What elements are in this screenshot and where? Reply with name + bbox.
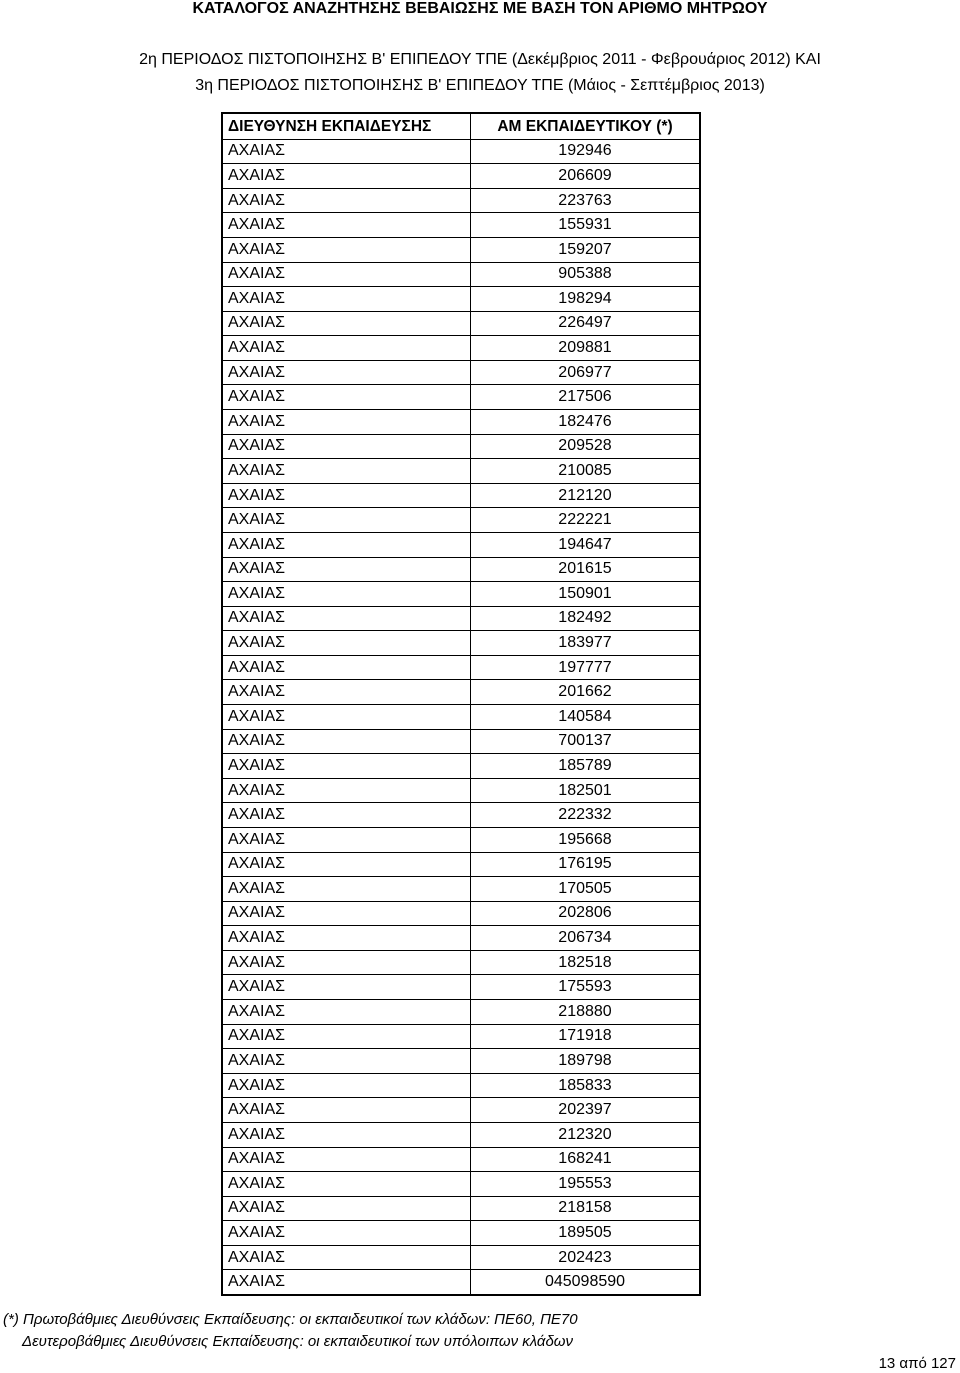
table-row	[223, 237, 699, 262]
registry-number-cell: 206734	[558, 929, 612, 947]
directorate-cell: ΑΧΑΙΑΣ	[223, 213, 471, 237]
directorate-cell: ΑΧΑΙΑΣ	[223, 287, 471, 311]
table-row	[223, 1024, 699, 1049]
directorate-cell: ΑΧΑΙΑΣ	[223, 263, 471, 287]
table-row	[223, 1245, 699, 1270]
table-row	[223, 1220, 699, 1245]
registry-number-cell: 222221	[558, 511, 612, 529]
registry-number-cell: 226497	[558, 314, 612, 332]
directorate-cell: ΑΧΑΙΑΣ	[223, 828, 471, 852]
table-row	[223, 409, 699, 434]
registry-number-cell: 150901	[558, 584, 612, 602]
directorate-cell: ΑΧΑΙΑΣ	[223, 877, 471, 901]
table-row	[223, 901, 699, 926]
table-row	[223, 532, 699, 557]
table-row	[223, 335, 699, 360]
registry-number-cell: 175593	[558, 978, 612, 996]
registry-number-cell: 182518	[558, 953, 612, 971]
registry-number-cell: 209528	[558, 437, 612, 455]
registry-number-cell: 202806	[558, 904, 612, 922]
registry-number-cell: 195553	[558, 1174, 612, 1192]
directorate-cell: ΑΧΑΙΑΣ	[223, 189, 471, 213]
directorate-cell: ΑΧΑΙΑΣ	[223, 730, 471, 754]
table-row	[223, 507, 699, 532]
registry-number-cell: 194647	[558, 535, 612, 553]
registry-number-cell: 218880	[558, 1002, 612, 1020]
header-directorate: ΔΙΕΥΘΥΝΣΗ ΕΚΠΑΙΔΕΥΣΗΣ	[223, 114, 471, 139]
table-row	[223, 557, 699, 582]
table-row	[223, 483, 699, 508]
table-row	[223, 311, 699, 336]
directorate-cell: ΑΧΑΙΑΣ	[223, 1148, 471, 1172]
registry-number-cell: 217506	[558, 388, 612, 406]
registry-number-cell: 140584	[558, 707, 612, 725]
registry-number-cell: 218158	[558, 1199, 612, 1217]
directorate-cell: ΑΧΑΙΑΣ	[223, 754, 471, 778]
page-number: 13 από 127	[878, 1355, 956, 1372]
table-row	[223, 458, 699, 483]
directorate-cell: ΑΧΑΙΑΣ	[223, 140, 471, 164]
directorate-cell: ΑΧΑΙΑΣ	[223, 926, 471, 950]
registry-number-cell: 212120	[558, 486, 612, 504]
registry-number-cell: 201615	[558, 560, 612, 578]
directorate-cell: ΑΧΑΙΑΣ	[223, 1074, 471, 1098]
table-row	[223, 139, 699, 164]
directorate-cell: ΑΧΑΙΑΣ	[223, 680, 471, 704]
directorate-cell: ΑΧΑΙΑΣ	[223, 312, 471, 336]
directorate-cell: ΑΧΑΙΑΣ	[223, 1049, 471, 1073]
table-row	[223, 581, 699, 606]
directorate-cell: ΑΧΑΙΑΣ	[223, 435, 471, 459]
registry-number-cell: 197777	[558, 658, 612, 676]
registry-number-cell: 222332	[558, 806, 612, 824]
directorate-cell: ΑΧΑΙΑΣ	[223, 459, 471, 483]
table-row	[223, 1171, 699, 1196]
directorate-cell: ΑΧΑΙΑΣ	[223, 656, 471, 680]
directorate-cell: ΑΧΑΙΑΣ	[223, 164, 471, 188]
directorate-cell: ΑΧΑΙΑΣ	[223, 533, 471, 557]
registry-number-cell: 206609	[558, 166, 612, 184]
table-row	[223, 1097, 699, 1122]
registry-number-cell: 183977	[558, 634, 612, 652]
directorate-cell: ΑΧΑΙΑΣ	[223, 1098, 471, 1122]
directorate-cell: ΑΧΑΙΑΣ	[223, 779, 471, 803]
registry-number-cell: 198294	[558, 289, 612, 307]
table-row	[223, 1196, 699, 1221]
directorate-cell: ΑΧΑΙΑΣ	[223, 1197, 471, 1221]
registry-number-cell: 168241	[558, 1150, 612, 1168]
table-row	[223, 630, 699, 655]
registry-number-cell: 170505	[558, 879, 612, 897]
footnote-secondary: Δευτεροβάθμιες Διευθύνσεις Εκπαίδευσης: οι εκπαιδευτικοί των υπόλοιπων κλάδων	[22, 1333, 573, 1350]
directorate-cell: ΑΧΑΙΑΣ	[223, 1025, 471, 1049]
directorate-cell: ΑΧΑΙΑΣ	[223, 607, 471, 631]
registry-number-cell: 155931	[558, 216, 612, 234]
registry-number-cell: 159207	[558, 240, 612, 258]
document-subtitle	[0, 47, 960, 99]
directorate-cell: ΑΧΑΙΑΣ	[223, 951, 471, 975]
table-row	[223, 188, 699, 213]
table-row	[223, 827, 699, 852]
directorate-cell: ΑΧΑΙΑΣ	[223, 336, 471, 360]
table-row	[223, 1147, 699, 1172]
table-row	[223, 679, 699, 704]
table-row	[223, 434, 699, 459]
directorate-cell: ΑΧΑΙΑΣ	[223, 582, 471, 606]
directorate-cell: ΑΧΑΙΑΣ	[223, 1246, 471, 1270]
table-row	[223, 704, 699, 729]
table-row	[223, 1122, 699, 1147]
registry-table	[221, 112, 701, 1296]
directorate-cell: ΑΧΑΙΑΣ	[223, 238, 471, 262]
table-row	[223, 950, 699, 975]
directorate-cell: ΑΧΑΙΑΣ	[223, 705, 471, 729]
directorate-cell: ΑΧΑΙΑΣ	[223, 508, 471, 532]
registry-number-cell: 182492	[558, 609, 612, 627]
table-row	[223, 974, 699, 999]
directorate-cell: ΑΧΑΙΑΣ	[223, 1270, 471, 1294]
table-row	[223, 999, 699, 1024]
registry-number-cell: 045098590	[544, 1273, 626, 1291]
document-title: ΚΑΤΑΛΟΓΟΣ ΑΝΑΖΗΤΗΣΗΣ ΒΕΒΑΙΩΣΗΣ ΜΕ ΒΑΣΗ ΤΟΝ ΑΡΙΘΜΟ ΜΗΤΡΩΟΥ	[192, 0, 768, 17]
table-row	[223, 655, 699, 680]
table-row	[223, 606, 699, 631]
registry-number-cell: 185789	[558, 756, 612, 774]
registry-number-cell: 202397	[558, 1101, 612, 1119]
table-row	[223, 360, 699, 385]
directorate-cell: ΑΧΑΙΑΣ	[223, 410, 471, 434]
table-header-row	[223, 114, 699, 139]
registry-number-cell: 210085	[558, 461, 612, 479]
registry-number-cell: 206977	[558, 363, 612, 381]
table-row	[223, 729, 699, 754]
table-row	[223, 1269, 699, 1294]
directorate-cell: ΑΧΑΙΑΣ	[223, 902, 471, 926]
registry-number-cell: 171918	[558, 1027, 612, 1045]
registry-number-cell: 185833	[558, 1076, 612, 1094]
table-row	[223, 778, 699, 803]
directorate-cell: ΑΧΑΙΑΣ	[223, 1172, 471, 1196]
registry-number-cell: 182476	[558, 412, 612, 430]
registry-number-cell: 700137	[558, 732, 612, 750]
registry-number-cell: 212320	[558, 1125, 612, 1143]
table-row	[223, 212, 699, 237]
header-registry-number: ΑΜ ΕΚΠΑΙΔΕΥΤΙΚΟΥ (*)	[497, 117, 673, 135]
table-row	[223, 1048, 699, 1073]
directorate-cell: ΑΧΑΙΑΣ	[223, 558, 471, 582]
directorate-cell: ΑΧΑΙΑΣ	[223, 385, 471, 409]
directorate-cell: ΑΧΑΙΑΣ	[223, 853, 471, 877]
table-row	[223, 925, 699, 950]
table-row	[223, 852, 699, 877]
registry-number-cell: 189798	[558, 1051, 612, 1069]
directorate-cell: ΑΧΑΙΑΣ	[223, 1000, 471, 1024]
directorate-cell: ΑΧΑΙΑΣ	[223, 631, 471, 655]
directorate-cell: ΑΧΑΙΑΣ	[223, 1221, 471, 1245]
table-row	[223, 384, 699, 409]
table-row	[223, 163, 699, 188]
directorate-cell: ΑΧΑΙΑΣ	[223, 484, 471, 508]
registry-number-cell: 209881	[558, 339, 612, 357]
registry-number-cell: 905388	[558, 265, 612, 283]
subtitle-line-1: 2η ΠΕΡΙΟΔΟΣ ΠΙΣΤΟΠΟΙΗΣΗΣ Β' ΕΠΙΠΕΔΟΥ ΤΠΕ (Δεκέμβριος 2011 - Φεβρουάριος 2012) ΚΑΙ	[139, 51, 821, 68]
footnote-primary: (*) Πρωτοβάθμιες Διευθύνσεις Εκπαίδευσης: οι εκπαιδευτικοί των κλάδων: ΠΕ60, ΠΕ70	[3, 1311, 578, 1328]
registry-number-cell: 195668	[558, 830, 612, 848]
table-row	[223, 753, 699, 778]
table-row	[223, 286, 699, 311]
directorate-cell: ΑΧΑΙΑΣ	[223, 1123, 471, 1147]
registry-number-cell: 176195	[558, 855, 612, 873]
directorate-cell: ΑΧΑΙΑΣ	[223, 803, 471, 827]
registry-number-cell: 223763	[558, 191, 612, 209]
registry-number-cell: 202423	[558, 1248, 612, 1266]
registry-number-cell: 201662	[558, 683, 612, 701]
registry-number-cell: 182501	[558, 781, 612, 799]
table-row	[223, 262, 699, 287]
subtitle-line-2: 3η ΠΕΡΙΟΔΟΣ ΠΙΣΤΟΠΟΙΗΣΗΣ Β' ΕΠΙΠΕΔΟΥ ΤΠΕ (Μάιος - Σεπτέμβριος 2013)	[195, 77, 765, 94]
directorate-cell: ΑΧΑΙΑΣ	[223, 975, 471, 999]
table-row	[223, 802, 699, 827]
directorate-cell: ΑΧΑΙΑΣ	[223, 361, 471, 385]
registry-number-cell: 192946	[558, 142, 612, 160]
table-row	[223, 876, 699, 901]
registry-number-cell: 189505	[558, 1224, 612, 1242]
table-row	[223, 1073, 699, 1098]
